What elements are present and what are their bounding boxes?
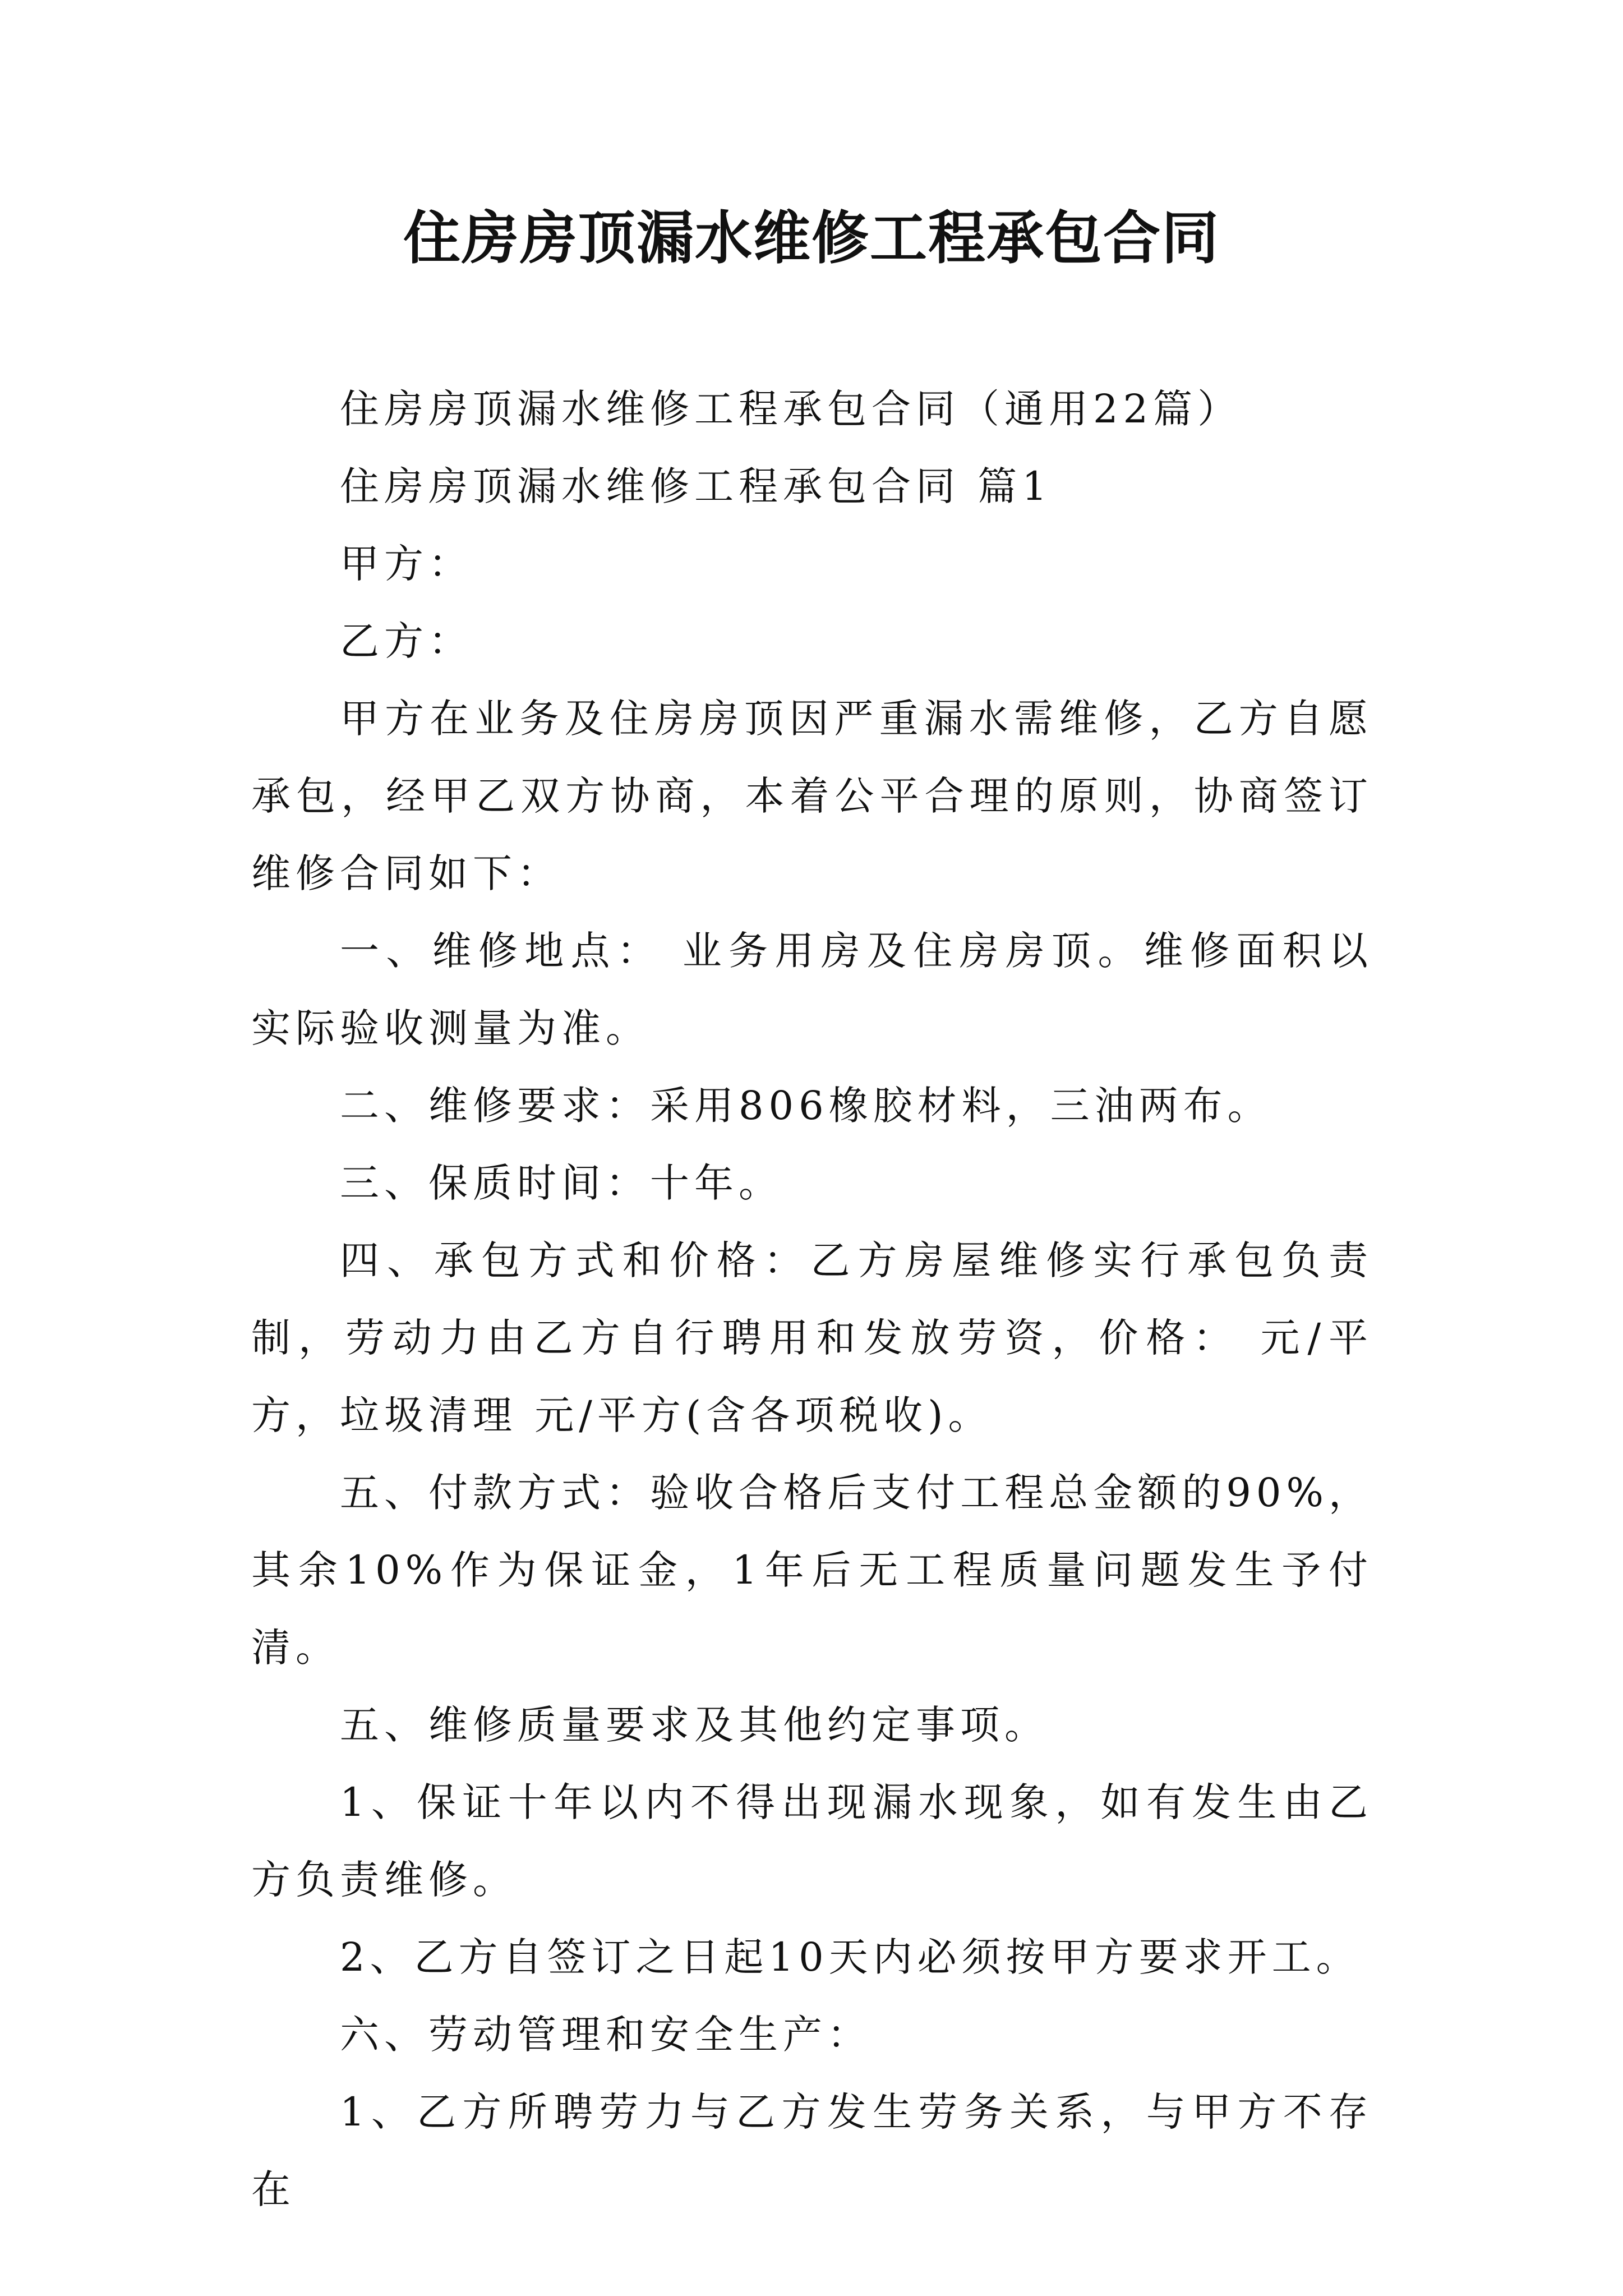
party-b-line: 乙方： xyxy=(340,618,473,664)
clause-contract-price: 四、承包方式和价格：乙方房屋维修实行承包负责制，劳动力由乙方自行聘用和发放劳资，价格： 元/平方，垃圾清理 元/平方(含各项税收)。 xyxy=(251,1237,1373,1438)
clause-payment: 五、付款方式：验收合格后支付工程总金额的90%，其余10%作为保证金，1年后无工程质量问题发生予付清。 xyxy=(251,1470,1373,1671)
document-body xyxy=(251,370,1373,2228)
section-heading: 住房房顶漏水维修工程承包合同 篇1 xyxy=(340,463,1052,509)
quality-item-2: 2、乙方自签订之日起10天内必须按甲方要求开工。 xyxy=(340,1934,1361,1980)
clause-warranty: 三、保质时间：十年。 xyxy=(340,1160,783,1206)
clause-requirements: 二、维修要求：采用806橡胶材料，三油两布。 xyxy=(340,1083,1272,1129)
subtitle-paragraph: 住房房顶漏水维修工程承包合同（通用22篇） xyxy=(340,386,1242,432)
labor-item-1: 1、乙方所聘劳力与乙方发生劳务关系，与甲方不存在 xyxy=(251,2089,1373,2212)
quality-item-1: 1、保证十年以内不得出现漏水现象，如有发生由乙方负责维修。 xyxy=(251,1779,1373,1903)
intro-paragraph: 甲方在业务及住房房顶因严重漏水需维修，乙方自愿承包，经甲乙双方协商，本着公平合理的原则，协商签订维修合同如下： xyxy=(251,696,1373,896)
document-title: 住房房顶漏水维修工程承包合同 xyxy=(403,205,1220,272)
clause-quality: 五、维修质量要求及其他约定事项。 xyxy=(340,1702,1049,1748)
party-a-line: 甲方： xyxy=(340,541,473,587)
clause-labor-safety: 六、劳动管理和安全生产： xyxy=(340,2012,872,2058)
clause-location: 一、维修地点： 业务用房及住房房顶。维修面积以实际验收测量为准。 xyxy=(251,928,1373,1051)
